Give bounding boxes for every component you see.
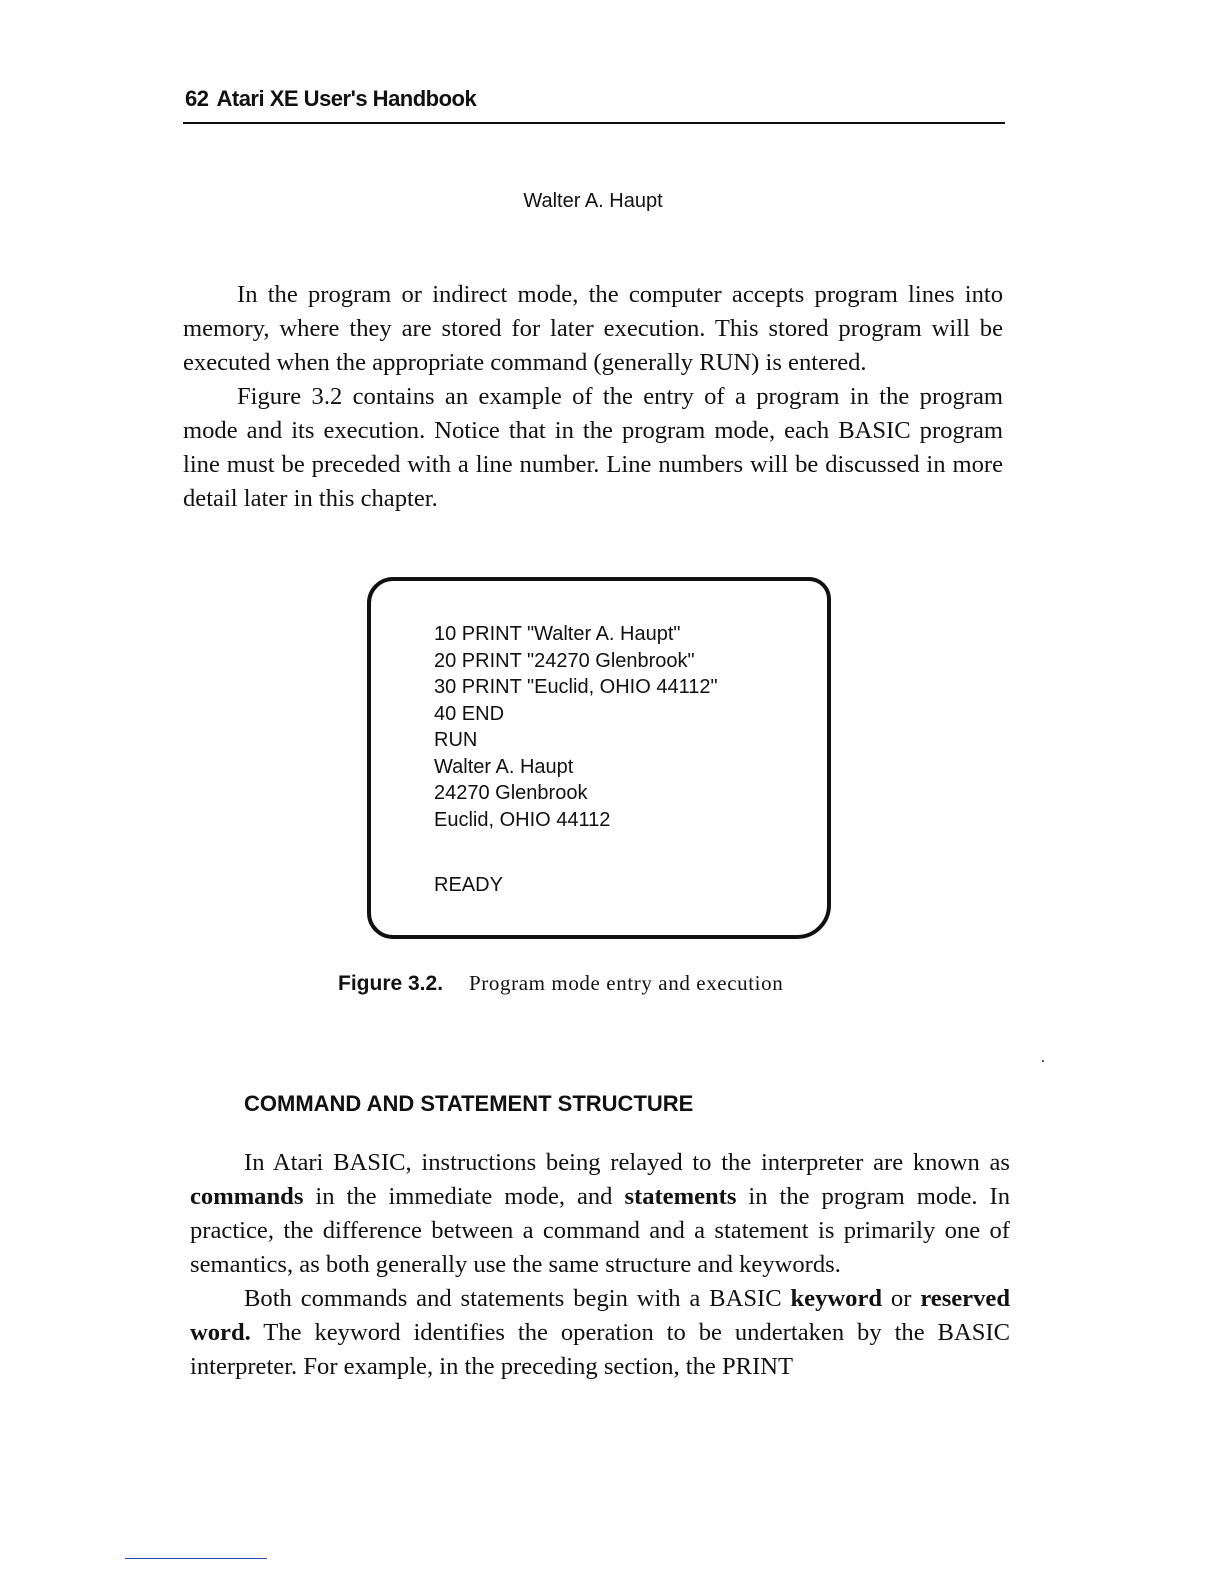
figure-caption-text: Program mode entry and execution <box>469 971 784 995</box>
program-listing <box>434 621 718 833</box>
author-name-line: Walter A. Haupt <box>523 190 663 212</box>
ready-prompt: READY <box>434 874 503 896</box>
code-line: 10 PRINT "Walter A. Haupt" <box>434 623 681 645</box>
text-run: or <box>882 1285 921 1312</box>
section-text-block <box>190 1146 1010 1384</box>
term-keyword: keyword <box>790 1285 883 1312</box>
footer-rule <box>125 1558 267 1559</box>
code-line: 20 PRINT "24270 Glenbrook" <box>434 649 695 672</box>
section-heading: COMMAND AND STATEMENT STRUCTURE <box>244 1091 694 1116</box>
term-reserved-word: reserved word. <box>190 1285 1010 1346</box>
code-line: 30 PRINT "Euclid, OHIO 44112" <box>434 676 718 698</box>
paragraph-figure-reference: Figure 3.2 contains an example of the entry of a program in the program mode and its execution. Notice that in the program mode, each BASIC program line must be preceded with a line number. Line numbers will be discussed in more detail later in this chapter. <box>183 383 1003 512</box>
page-number: 62 <box>185 86 209 111</box>
code-line: RUN <box>434 729 478 751</box>
header-text <box>185 86 476 112</box>
text-run: The keyword identifies the operation to be undertaken by the BASIC interpreter. For example, in the preceding section, the PRINT <box>190 1319 1010 1380</box>
output-line: Walter A. Haupt <box>434 755 574 778</box>
paragraph-keywords <box>190 1282 1010 1384</box>
code-line: 40 END <box>434 702 505 725</box>
scan-speck <box>1042 1060 1044 1062</box>
text-run: Both commands and statements begin with a BASIC <box>244 1285 791 1312</box>
text-run: in the immediate mode, and <box>303 1183 625 1210</box>
book-title: Atari XE User's Handbook <box>216 86 477 111</box>
term-commands: commands <box>190 1183 304 1210</box>
term-statements: statements <box>624 1183 737 1210</box>
running-header <box>183 84 1005 124</box>
figure-label: Figure 3.2. <box>338 972 444 995</box>
figure-screen-box <box>367 577 831 939</box>
text-run: in the program mode. In practice, the difference between a command and a statement is primarily one of semantics, as both generally use the same structure and keywords. <box>190 1183 1010 1278</box>
paragraph-program-mode: In the program or indirect mode, the computer accepts program lines into memory, where they are stored for later execution. This stored program will be executed when the appropriate command (generally RUN) is entered. <box>183 281 1003 376</box>
output-line: 24270 Glenbrook <box>434 782 588 804</box>
intro-text-block <box>183 278 1003 516</box>
paragraph-commands-statements <box>190 1146 1010 1282</box>
text-run: In Atari BASIC, instructions being relayed to the interpreter are known as <box>244 1149 1010 1176</box>
output-line: Euclid, OHIO 44112 <box>434 808 611 831</box>
figure-caption <box>338 971 783 996</box>
